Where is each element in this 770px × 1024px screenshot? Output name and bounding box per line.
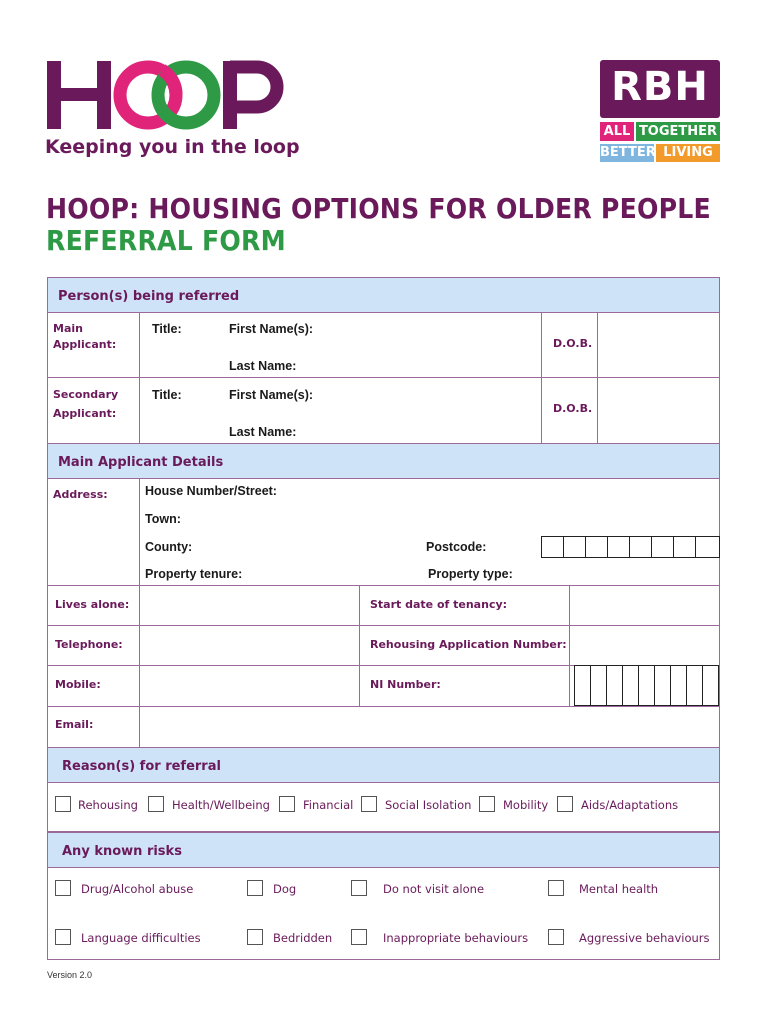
- email-label: Email:: [55, 718, 94, 731]
- social-isolation-option: Social Isolation: [385, 798, 472, 812]
- language-difficulties-checkbox[interactable]: [55, 929, 71, 945]
- secondary-applicant-label-2: Applicant:: [53, 407, 117, 420]
- hoop-logo-mark: [45, 58, 285, 138]
- property-tenure-label: Property tenure:: [145, 567, 243, 581]
- details-header: Main Applicant Details: [47, 443, 720, 479]
- rehousing-number-label: Rehousing Application Number:: [370, 638, 567, 651]
- main-applicant-label-1: Main: [53, 322, 83, 335]
- rbh-logo: [598, 60, 722, 162]
- main-dob-field[interactable]: [598, 313, 719, 376]
- ni-number-boxes[interactable]: [574, 665, 720, 706]
- rbh-living: LIVING: [656, 144, 720, 162]
- postcode-box[interactable]: [585, 536, 608, 558]
- main-applicant-label-2: Applicant:: [53, 338, 117, 351]
- postcode-boxes[interactable]: [541, 536, 721, 558]
- page-title: HOOP: HOUSING OPTIONS FOR OLDER PEOPLE: [46, 192, 711, 225]
- lives-alone-label: Lives alone:: [55, 598, 130, 611]
- town-label: Town:: [145, 512, 181, 526]
- main-dob-label: D.O.B.: [553, 337, 593, 350]
- inappropriate-behaviours-option: Inappropriate behaviours: [383, 931, 529, 945]
- aids-adaptations-checkbox[interactable]: [557, 796, 573, 812]
- ni-box[interactable]: [670, 665, 687, 706]
- financial-option: Financial: [303, 798, 354, 812]
- bedridden-checkbox[interactable]: [247, 929, 263, 945]
- address-label: Address:: [53, 488, 108, 501]
- dog-checkbox[interactable]: [247, 880, 263, 896]
- social-isolation-checkbox[interactable]: [361, 796, 377, 812]
- start-date-field[interactable]: [570, 586, 719, 624]
- main-last-name-label: Last Name:: [229, 359, 297, 373]
- aids-adaptations-option: Aids/Adaptations: [581, 798, 679, 812]
- do-not-visit-checkbox[interactable]: [351, 880, 367, 896]
- secondary-last-name-label: Last Name:: [229, 425, 297, 439]
- rehousing-number-field[interactable]: [570, 626, 719, 664]
- version-label: Version 2.0: [47, 970, 93, 980]
- secondary-dob-field[interactable]: [598, 378, 719, 443]
- telephone-field[interactable]: [140, 626, 358, 664]
- bedridden-option: Bedridden: [273, 931, 333, 945]
- main-title-label: Title:: [152, 322, 182, 336]
- aggressive-behaviours-option: Aggressive behaviours: [579, 931, 710, 945]
- secondary-applicant-label-1: Secondary: [53, 388, 119, 401]
- secondary-title-label: Title:: [152, 388, 182, 402]
- page-subtitle: REFERRAL FORM: [46, 224, 286, 257]
- mobility-checkbox[interactable]: [479, 796, 495, 812]
- ni-box[interactable]: [606, 665, 623, 706]
- postcode-box[interactable]: [629, 536, 652, 558]
- ni-box[interactable]: [574, 665, 591, 706]
- ni-box[interactable]: [686, 665, 703, 706]
- mobility-option: Mobility: [503, 798, 549, 812]
- ni-box[interactable]: [622, 665, 639, 706]
- postcode-box[interactable]: [607, 536, 630, 558]
- dog-option: Dog: [273, 882, 297, 896]
- health-wellbeing-option: Health/Wellbeing: [172, 798, 270, 812]
- drug-alcohol-option: Drug/Alcohol abuse: [81, 882, 194, 896]
- rbh-logo-text: RBH: [611, 64, 709, 110]
- postcode-box[interactable]: [563, 536, 586, 558]
- ni-box[interactable]: [638, 665, 655, 706]
- hoop-tagline: Keeping you in the loop: [45, 136, 300, 158]
- financial-checkbox[interactable]: [279, 796, 295, 812]
- postcode-box[interactable]: [541, 536, 564, 558]
- language-difficulties-option: Language difficulties: [81, 931, 201, 945]
- lives-alone-field[interactable]: [140, 586, 358, 624]
- secondary-first-name-label: First Name(s):: [229, 388, 314, 402]
- do-not-visit-option: Do not visit alone: [383, 882, 485, 896]
- hoop-logo: [45, 58, 300, 168]
- drug-alcohol-checkbox[interactable]: [55, 880, 71, 896]
- mobile-field[interactable]: [140, 666, 358, 705]
- start-date-label: Start date of tenancy:: [370, 598, 508, 611]
- health-wellbeing-checkbox[interactable]: [148, 796, 164, 812]
- telephone-label: Telephone:: [55, 638, 123, 651]
- email-field[interactable]: [140, 707, 719, 747]
- inappropriate-behaviours-checkbox[interactable]: [351, 929, 367, 945]
- rbh-together: TOGETHER: [636, 122, 720, 141]
- postcode-label: Postcode:: [426, 540, 487, 554]
- ni-number-label: NI Number:: [370, 678, 441, 691]
- risks-header: Any known risks: [47, 832, 720, 868]
- postcode-box[interactable]: [673, 536, 696, 558]
- county-label: County:: [145, 540, 193, 554]
- mobile-label: Mobile:: [55, 678, 101, 691]
- persons-header: Person(s) being referred: [47, 277, 720, 313]
- risks-box: [47, 867, 720, 960]
- rehousing-option: Rehousing: [78, 798, 138, 812]
- ni-box[interactable]: [590, 665, 607, 706]
- main-first-name-label: First Name(s):: [229, 322, 314, 336]
- postcode-box[interactable]: [695, 536, 720, 558]
- reasons-header: Reason(s) for referral: [47, 747, 720, 783]
- secondary-dob-label: D.O.B.: [553, 402, 593, 415]
- ni-box[interactable]: [702, 665, 719, 706]
- mental-health-option: Mental health: [579, 882, 659, 896]
- aggressive-behaviours-checkbox[interactable]: [548, 929, 564, 945]
- mental-health-checkbox[interactable]: [548, 880, 564, 896]
- rbh-better: BETTER: [600, 145, 656, 160]
- rehousing-checkbox[interactable]: [55, 796, 71, 812]
- property-type-label: Property type:: [428, 567, 513, 581]
- house-street-label: House Number/Street:: [145, 484, 277, 498]
- ni-box[interactable]: [654, 665, 671, 706]
- rbh-all: ALL: [600, 122, 634, 141]
- postcode-box[interactable]: [651, 536, 674, 558]
